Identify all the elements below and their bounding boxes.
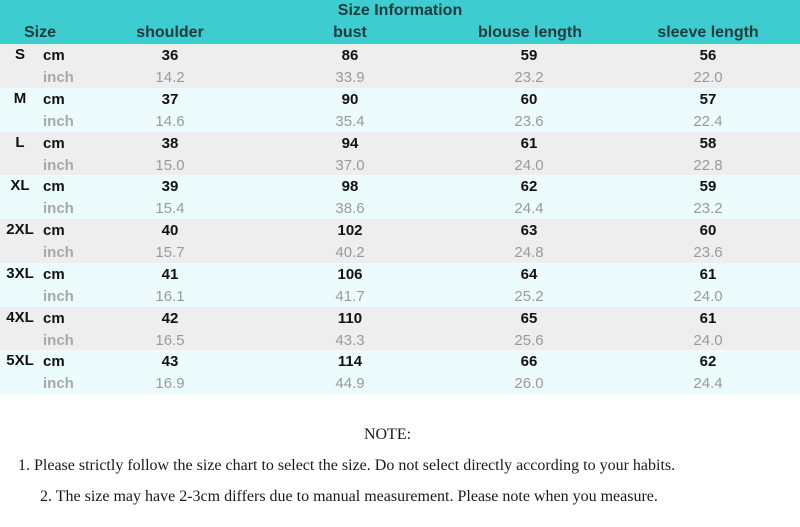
cell-bust-inch: 38.6 [335, 200, 365, 218]
cell-shoulder-inch: 14.2 [155, 69, 185, 86]
size-label: XL [10, 177, 30, 195]
table-title: Size Information [337, 2, 463, 19]
cell-shoulder-cm: 36 [161, 47, 179, 64]
cell-blouse-length-inch: 23.6 [514, 112, 544, 130]
column-header-bust: bust [333, 24, 367, 41]
cell-shoulder-cm: 37 [161, 90, 179, 108]
cell-shoulder-inch: 16.5 [155, 331, 185, 349]
table-row [0, 350, 800, 394]
cell-bust-cm: 106 [337, 265, 363, 283]
table-row [0, 219, 800, 263]
cell-sleeve-length-inch: 24.4 [693, 375, 723, 393]
size-label: S [14, 46, 25, 63]
table-row [0, 44, 800, 88]
cell-sleeve-length-inch: 24.0 [693, 331, 723, 349]
cell-bust-inch: 33.9 [335, 69, 365, 86]
cell-bust-inch: 40.2 [335, 244, 365, 261]
unit-cm-label: cm [43, 90, 65, 108]
unit-cm-label: cm [43, 309, 65, 327]
table-row [0, 88, 800, 132]
cell-blouse-length-inch: 23.2 [514, 69, 544, 86]
unit-cm-label: cm [43, 265, 65, 283]
cell-shoulder-cm: 41 [161, 265, 179, 283]
cell-sleeve-length-cm: 60 [699, 222, 717, 239]
cell-blouse-length-inch: 24.4 [514, 200, 544, 218]
cell-sleeve-length-cm: 62 [699, 353, 717, 371]
cell-bust-cm: 110 [337, 309, 363, 327]
note-title: NOTE: [363, 426, 412, 443]
unit-inch-label: inch [43, 200, 74, 218]
cell-bust-cm: 98 [341, 178, 359, 196]
cell-blouse-length-cm: 59 [520, 47, 538, 64]
cell-blouse-length-cm: 61 [520, 134, 538, 152]
unit-cm-label: cm [43, 353, 65, 371]
unit-cm-label: cm [43, 222, 65, 239]
cell-blouse-length-cm: 64 [520, 265, 538, 283]
cell-sleeve-length-cm: 57 [699, 90, 717, 108]
cell-bust-cm: 90 [341, 90, 359, 108]
cell-sleeve-length-inch: 22.8 [693, 156, 723, 174]
cell-sleeve-length-cm: 61 [699, 309, 717, 327]
unit-inch-label: inch [43, 331, 74, 349]
cell-blouse-length-cm: 63 [520, 222, 538, 239]
cell-shoulder-inch: 16.9 [155, 375, 185, 393]
cell-shoulder-inch: 14.6 [155, 112, 185, 130]
note-line-1: 1. Please strictly follow the size chart to select the size. Do not select directly according to your habits. [18, 457, 676, 474]
cell-blouse-length-cm: 66 [520, 353, 538, 371]
cell-bust-cm: 102 [337, 222, 363, 239]
cell-shoulder-cm: 43 [161, 353, 179, 371]
cell-shoulder-cm: 40 [161, 222, 179, 239]
table-row [0, 263, 800, 307]
cell-bust-cm: 86 [341, 47, 359, 64]
cell-sleeve-length-inch: 24.0 [693, 287, 723, 305]
cell-shoulder-inch: 15.0 [155, 156, 185, 174]
cell-blouse-length-cm: 62 [520, 178, 538, 196]
cell-shoulder-inch: 15.4 [155, 200, 185, 218]
cell-bust-cm: 94 [341, 134, 359, 152]
table-body [0, 44, 800, 394]
cell-bust-inch: 37.0 [335, 156, 365, 174]
cell-shoulder-cm: 42 [161, 309, 179, 327]
cell-bust-inch: 41.7 [335, 287, 365, 305]
note-line-2: 2. The size may have 2-3cm differs due to manual measurement. Please note when you measure. [40, 488, 658, 505]
unit-inch-label: inch [43, 112, 74, 130]
cell-sleeve-length-inch: 22.0 [693, 69, 723, 86]
unit-inch-label: inch [43, 156, 74, 174]
cell-shoulder-inch: 16.1 [155, 287, 185, 305]
cell-blouse-length-inch: 25.2 [514, 287, 544, 305]
column-header-size: Size [23, 24, 56, 41]
table-row [0, 175, 800, 219]
cell-bust-cm: 114 [337, 353, 363, 371]
cell-sleeve-length-cm: 61 [699, 265, 717, 283]
unit-inch-label: inch [43, 375, 74, 393]
cell-blouse-length-inch: 25.6 [514, 331, 544, 349]
column-header-sleeve-length: sleeve length [657, 24, 759, 41]
cell-shoulder-cm: 38 [161, 134, 179, 152]
column-header-shoulder: shoulder [136, 24, 204, 41]
cell-sleeve-length-inch: 22.4 [693, 112, 723, 130]
cell-bust-inch: 44.9 [335, 375, 365, 393]
table-row [0, 132, 800, 176]
cell-shoulder-inch: 15.7 [155, 244, 185, 261]
unit-inch-label: inch [43, 69, 74, 86]
size-label: 3XL [6, 264, 34, 282]
cell-sleeve-length-cm: 56 [699, 47, 717, 64]
table-row [0, 307, 800, 351]
size-label: 5XL [6, 352, 34, 370]
unit-cm-label: cm [43, 47, 65, 64]
unit-cm-label: cm [43, 134, 65, 152]
unit-cm-label: cm [43, 178, 65, 196]
column-header-blouse-length: blouse length [478, 24, 582, 41]
cell-sleeve-length-inch: 23.2 [693, 200, 723, 218]
size-label: L [15, 133, 25, 151]
cell-sleeve-length-cm: 58 [699, 134, 717, 152]
cell-blouse-length-inch: 26.0 [514, 375, 544, 393]
cell-blouse-length-cm: 60 [520, 90, 538, 108]
unit-inch-label: inch [43, 244, 74, 261]
cell-blouse-length-cm: 65 [520, 309, 538, 327]
cell-blouse-length-inch: 24.8 [514, 244, 544, 261]
cell-bust-inch: 35.4 [335, 112, 365, 130]
size-label: 2XL [6, 221, 34, 238]
cell-blouse-length-inch: 24.0 [514, 156, 544, 174]
cell-shoulder-cm: 39 [161, 178, 179, 196]
cell-bust-inch: 43.3 [335, 331, 365, 349]
size-label: M [13, 89, 27, 107]
cell-sleeve-length-cm: 59 [699, 178, 717, 196]
cell-sleeve-length-inch: 23.6 [693, 244, 723, 261]
unit-inch-label: inch [43, 287, 74, 305]
table-header [0, 0, 800, 44]
size-label: 4XL [6, 308, 34, 326]
